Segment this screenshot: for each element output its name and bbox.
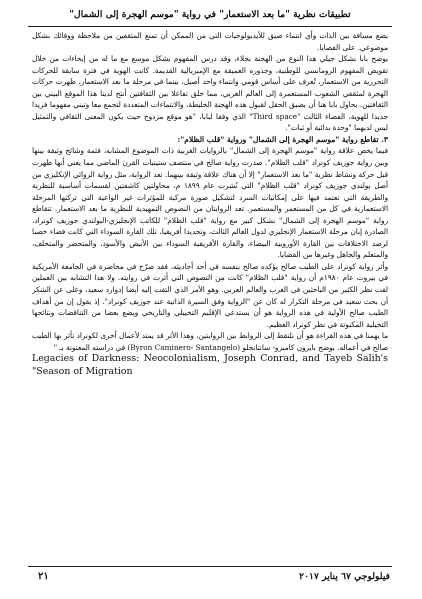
body-paragraph-2: يوضح بابا بشكل جيلي هذا النوع من الهجنة بجلاء، وقد درس المفهوم بشكل موسع مع ما له من إيحاءات من خلال تقويض المفهوم الرومانسي للوطنية، وجذوره العميقة مع الإمبريالية القديمة. كانت الهوية في فترة سابقة للحركات التحررية من الاستعمار، تُعرف على أساس قومي وانتماء واحد أصيل، بينما في مرحلة ما بعد الاستعمار، ظهرت حركات الهجرة لمثقفي الشعوب المستعمرة إلى العالم الغربي، مما خلق تفاعلا بين الثقافتين أنتج لدينا هذا الموقع البيني بين الثقافتين. يحاول بابا هنا أن يضيق الحقل لقبول هذه الهجنة الخليطة، والانتماءات المتعددة لتجمع معا وتبني مفهوما فريدا جديدا للهوية، الفضاء الثالث "Third space" الذي وفقا لبابا، "هو موقع مزدوج حيث يكون المعنى الثقافي والتمثيل ليس لديهما "وحدة بدائية أو ثبات". <box>32 54 388 133</box>
section-heading: ٣. تقاطع رواية "موسم الهجرة إلى الشمال" ورواية "قلب الظلام": <box>177 134 388 144</box>
body-paragraph-4: وأثر رواية كونراد على الطيب صالح يؤكده صالح بنفسه في أحد أحاديثه، فقد صرّح في محاضرة في الجامعة الأمريكية في بيروت عام ١٩٨٠م أن رواية "قلب الظلام" كانت من النصوص التي أثرت في روايته. ولا هذا التشابه بين العملين لفت نظر الكثير من الباحثين في الغرب والعالم العربي. وهو الأمر الذي التفت إليه أيضا إدوارد سعيد، وعلى عن الشكر أن بحث سعيد في مرحلة التكرار له كان عن "الرواية وفق السيرة الذاتية عند جوزيف كونراد". إذ يقول إن من أهداف الطيب صالح الأولية في هذه الرواية هو أن يستدعي الإقليم التخييلي والتاريخي ويضع بعضا من التناقضات ونتائجها التخيلية المكبوتة في نظر كونراد العظيم. <box>32 261 388 329</box>
header-rule <box>28 26 392 27</box>
body-paragraph-1: يضع مسافة بين الذات وأي انتماء ضيق للأيديولوجيات التي من الممكن أن تمنع المثقفين من ملاحظة ووفائك بشكل موضوعي. على القضايا. <box>32 31 388 52</box>
journal-footer: فيلولوجي ٦٧ يناير ٢٠١٧ <box>299 571 390 582</box>
english-title-excerpt: Legacies of Darkness: Neocolonialism, Joseph Conrad, and Tayeb Salih's "Season of Migration <box>32 353 388 377</box>
footer-rule <box>28 566 392 567</box>
body-paragraph-5: ما يهمنا في هذه القراءة هو أن نلتقط إلى الروابط بين الروايتين، وهذا الأثر قد يمتد لأعمال أخرى لكونراد تأثر بها الطيب صالح في أعماله. يوضح بايرون كاميرو- سانتانجلو (Byron Caminero- Santangelo) في دراسته المعنونة بـ " <box>32 331 388 352</box>
body-paragraph-3: فيما يخص علاقة رواية "موسم الهجرة إلى الشمال" بالروايات الغربية ذات الموضوع المشابه، فثمة وشائج وثيقة بينها وبين رواية جوزيف كونراد "قلب الظلام". صدرت رواية صالح في منتصف ستينيات القرن الماضي مما يعني أنها ظهرت قبل حركة ونشاط نظرية "ما بعد الاستعمار" إلا أن هناك علاقة وثيقة بينهما. تعد الرواية، مثل رواية الروائي الإنكليزي من أصل بولندي جوزيف كونراد "قلب الظلام" التي نُشرت عام ١٨٩٩ م، محاولتين كاشفتين لقسمات أساسية للنظرية والطريقة التي تعتمد فيها على إمكانيات السرد لتشكيل صورة مركبة للمؤثرات غير الواعية التي تركتها المرحلة الاستعمارية في كل من المستعمر والمستعمر. تعد الروايتان من النصوص التمهيدية للنظرية ما بعد الاستعمار. تتقاطع رواية "موسم الهجرة إلى الشمال" بشكل كبير مع رواية "قلب الظلام" للكاتب الإنجليزي-البولندي جوزيف كونراد، الصادرة إبان مرحلة الاستعمار الإنجليزي لدول العالم الثالث، وتحديدا أفريقيا، تلك القارة السوداء التي كانت فضاء خصبا لرصد الاختلافات بين القارة الأوروبية البيضاء، والقارة الأفريقية السوداء بين الأبيض والأسود، والمتحضر والمتخلف، والمتعلم والجاهل وغيرها من القضايا. <box>32 146 388 260</box>
page-number: ٢١ <box>38 571 49 582</box>
running-header: تطبيقات نظرية "ما بعد الاستعمار" في رواية "موسم الهجرة إلى الشمال" <box>69 9 351 20</box>
body-text <box>32 30 388 560</box>
